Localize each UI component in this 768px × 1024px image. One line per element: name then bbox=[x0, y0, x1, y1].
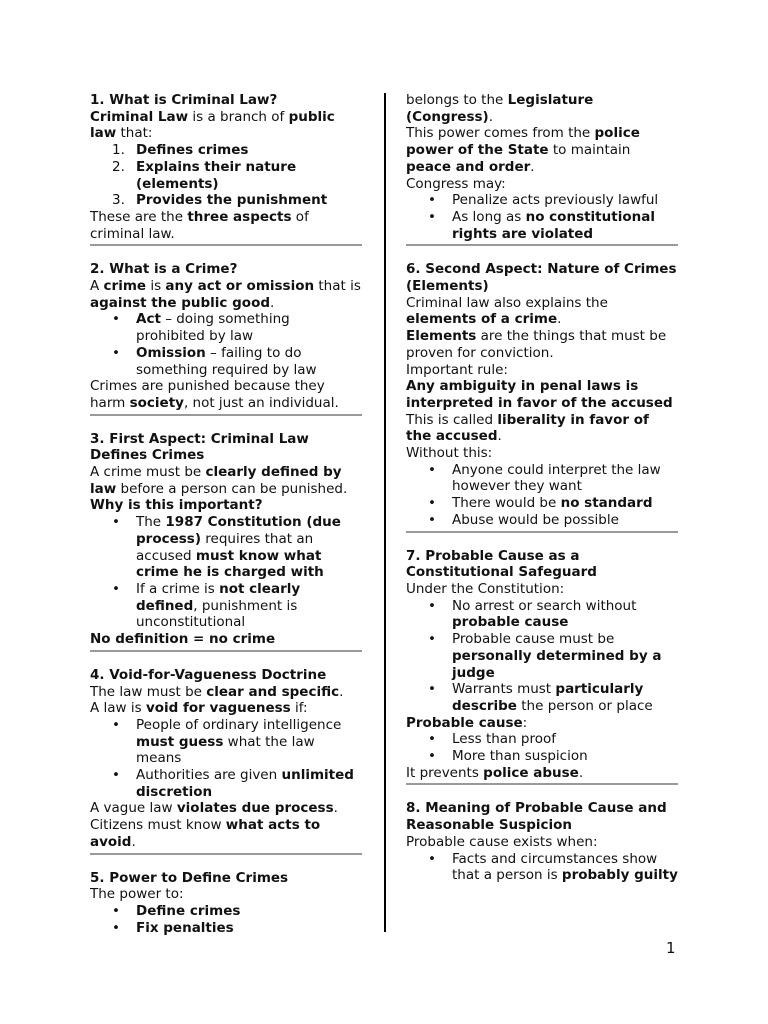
bullet-list bbox=[90, 903, 362, 936]
paragraph bbox=[406, 715, 678, 732]
list-item bbox=[90, 920, 362, 937]
text-run: People of ordinary intelligence bbox=[136, 716, 342, 733]
list-item bbox=[90, 192, 362, 209]
right-column bbox=[406, 92, 678, 884]
bullet-icon: • bbox=[428, 631, 436, 648]
bold-text-run: liberality in favor of the accused bbox=[406, 411, 649, 445]
bullet-icon: • bbox=[428, 192, 436, 209]
bold-text-run: not clearly defined bbox=[136, 580, 301, 614]
paragraph bbox=[406, 445, 678, 462]
paragraph bbox=[90, 378, 362, 411]
bullet-icon: • bbox=[428, 850, 436, 867]
bold-text-run: Probable cause bbox=[406, 714, 523, 731]
bold-text-run: public law bbox=[90, 108, 335, 142]
bold-text-run: particularly describe bbox=[452, 681, 644, 714]
list-number: 2. bbox=[112, 158, 125, 175]
text-run: : bbox=[522, 714, 528, 731]
paragraph bbox=[90, 464, 362, 497]
section bbox=[90, 261, 362, 415]
list-item bbox=[406, 681, 678, 714]
bold-text-run: Define crimes bbox=[136, 902, 241, 919]
section-heading: 7. Probable Cause as a Constitutional Safeguard bbox=[406, 547, 597, 581]
text-run: is bbox=[146, 278, 166, 295]
text-run: that is bbox=[314, 278, 361, 295]
text-run: . bbox=[339, 683, 344, 700]
paragraph bbox=[406, 412, 678, 445]
section-heading: 2. What is a Crime? bbox=[90, 261, 238, 278]
text-run: to maintain bbox=[548, 142, 631, 159]
bold-text-run: must guess bbox=[136, 733, 224, 750]
text-run: . bbox=[270, 294, 275, 311]
bold-text-run: void for vagueness bbox=[145, 700, 291, 717]
bullet-icon: • bbox=[428, 731, 436, 748]
bullet-icon: • bbox=[428, 495, 436, 512]
text-run: Abuse would be possible bbox=[452, 511, 619, 528]
section-divider bbox=[90, 414, 362, 416]
bold-text-run: three aspects bbox=[187, 208, 292, 225]
bold-text-run: no standard bbox=[560, 495, 653, 512]
paragraph bbox=[90, 817, 362, 850]
section-divider bbox=[90, 650, 362, 652]
text-run: before a person can be punished. bbox=[116, 480, 348, 497]
list-item bbox=[90, 903, 362, 920]
paragraph bbox=[406, 834, 678, 851]
bold-text-run: Any ambiguity in penal laws is interpreted in favor of the accused bbox=[406, 378, 673, 411]
bold-text-run: personally determined by a judge bbox=[452, 647, 662, 681]
list-item bbox=[406, 598, 678, 631]
bold-text-run: Criminal Law bbox=[90, 108, 189, 125]
list-item bbox=[90, 311, 362, 344]
paragraph bbox=[90, 278, 362, 311]
paragraph bbox=[90, 209, 362, 242]
paragraph bbox=[90, 684, 362, 701]
bold-text-run: society bbox=[129, 394, 184, 411]
text-run: The bbox=[136, 514, 166, 531]
bold-text-run: 1987 Constitution (due process) bbox=[136, 514, 341, 547]
bold-text-run: Legislature (Congress) bbox=[406, 92, 594, 125]
text-run: – doing something prohibited by law bbox=[136, 311, 290, 345]
text-run: is a branch of bbox=[188, 108, 289, 125]
list-item bbox=[406, 512, 678, 529]
bullet-list bbox=[406, 462, 678, 529]
bullet-icon: • bbox=[428, 748, 436, 765]
paragraph bbox=[406, 176, 678, 193]
bullet-list bbox=[90, 717, 362, 801]
column-divider bbox=[384, 93, 386, 932]
section-divider bbox=[90, 244, 362, 246]
bold-text-run: peace and order bbox=[406, 158, 531, 175]
bold-text-run: Elements bbox=[406, 328, 477, 345]
left-column bbox=[90, 92, 362, 936]
text-run: . bbox=[578, 764, 584, 781]
bold-text-run: police abuse bbox=[483, 764, 579, 781]
bold-text-run: must know what crime he is charged with bbox=[136, 547, 324, 581]
text-run: Anyone could interpret the law however they want bbox=[452, 461, 661, 495]
bullet-list bbox=[90, 514, 362, 631]
text-run: Probable cause must be bbox=[452, 631, 615, 648]
bold-text-run: elements of a crime bbox=[406, 311, 558, 328]
list-number: 1. bbox=[112, 142, 125, 159]
bold-text-run: crime bbox=[103, 278, 147, 295]
paragraph bbox=[406, 295, 678, 328]
text-run: if: bbox=[290, 700, 308, 717]
bold-text-run: probably guilty bbox=[561, 867, 678, 884]
text-run: , not just an individual. bbox=[183, 394, 339, 411]
text-run: requires that an accused bbox=[136, 530, 314, 564]
section bbox=[406, 548, 678, 786]
section-divider bbox=[90, 853, 362, 855]
text-run: Important rule: bbox=[406, 361, 508, 378]
list-number: 3. bbox=[112, 192, 125, 209]
text-run: Warrants must bbox=[452, 681, 556, 698]
text-run: As long as bbox=[452, 208, 526, 225]
bullet-icon: • bbox=[428, 681, 436, 698]
bold-text-run: probable cause bbox=[452, 614, 569, 631]
text-run: that: bbox=[116, 125, 153, 142]
text-run: More than suspicion bbox=[452, 748, 588, 765]
bold-text-run: unlimited discretion bbox=[136, 767, 354, 800]
bullet-icon: • bbox=[112, 902, 120, 919]
list-item bbox=[406, 851, 678, 884]
paragraph bbox=[406, 581, 678, 598]
text-run: Less than proof bbox=[452, 731, 557, 748]
text-run: Citizens must know bbox=[90, 817, 226, 834]
text-run: . bbox=[497, 428, 502, 445]
text-run: A law is bbox=[90, 700, 146, 717]
list-item bbox=[90, 767, 362, 800]
bold-text-run: Act bbox=[136, 311, 161, 328]
bullet-icon: • bbox=[112, 514, 120, 531]
bold-text-run: no constitutional rights are violated bbox=[452, 208, 655, 242]
paragraph bbox=[90, 497, 362, 514]
paragraph bbox=[406, 362, 678, 379]
text-run: This is called bbox=[406, 411, 498, 428]
text-run: Authorities are given bbox=[136, 767, 282, 784]
text-run: Criminal law also explains the bbox=[406, 294, 608, 311]
paragraph bbox=[406, 125, 678, 175]
list-item bbox=[406, 192, 678, 209]
text-run: , punishment is unconstitutional bbox=[136, 597, 298, 631]
text-run: . bbox=[530, 158, 535, 175]
section-heading: 8. Meaning of Probable Cause and Reasonable Suspicion bbox=[406, 800, 667, 834]
text-run: Probable cause exists when: bbox=[406, 833, 598, 850]
bullet-list bbox=[406, 731, 678, 764]
section bbox=[406, 92, 678, 246]
bold-text-run: any act or omission bbox=[165, 278, 315, 295]
list-item bbox=[406, 631, 678, 681]
text-run: Under the Constitution: bbox=[406, 580, 565, 597]
text-run: A vague law bbox=[90, 800, 177, 817]
section bbox=[90, 431, 362, 652]
bold-text-run: Provides the punishment bbox=[136, 192, 328, 209]
list-item bbox=[90, 142, 362, 159]
text-run: Crimes are punished because they harm bbox=[90, 378, 325, 411]
list-item bbox=[90, 159, 362, 192]
list-item bbox=[406, 495, 678, 512]
text-run: of criminal law. bbox=[90, 208, 309, 242]
section-heading: 5. Power to Define Crimes bbox=[90, 869, 289, 886]
text-run: A bbox=[90, 278, 104, 295]
section bbox=[406, 800, 678, 884]
text-run: belongs to the bbox=[406, 92, 508, 108]
section-heading: 3. First Aspect: Criminal Law Defines Crimes bbox=[90, 430, 309, 464]
bold-text-run: Explains their nature (elements) bbox=[136, 158, 297, 192]
section-divider bbox=[406, 531, 678, 533]
section bbox=[406, 261, 678, 532]
bullet-icon: • bbox=[112, 716, 120, 733]
text-run: Without this: bbox=[406, 445, 493, 462]
bold-text-run: violates due process bbox=[176, 800, 334, 817]
text-run: are the things that must be proven for conviction. bbox=[406, 328, 667, 361]
section bbox=[90, 667, 362, 855]
list-item bbox=[90, 514, 362, 581]
bold-text-run: police power of the State bbox=[406, 125, 640, 159]
section-divider bbox=[406, 244, 678, 246]
paragraph bbox=[90, 700, 362, 717]
bold-text-run: Omission bbox=[136, 344, 206, 361]
list-item bbox=[90, 345, 362, 378]
numbered-list bbox=[90, 142, 362, 209]
list-item bbox=[406, 209, 678, 242]
section-heading: 1. What is Criminal Law? bbox=[90, 92, 278, 108]
text-run: No arrest or search without bbox=[452, 597, 637, 614]
list-item bbox=[406, 748, 678, 765]
section bbox=[90, 92, 362, 246]
paragraph bbox=[406, 328, 678, 361]
paragraph bbox=[90, 109, 362, 142]
paragraph bbox=[90, 886, 362, 903]
bullet-icon: • bbox=[112, 919, 120, 936]
bullet-icon: • bbox=[112, 344, 120, 361]
text-run: It prevents bbox=[406, 764, 484, 781]
bold-text-run: Why is this important? bbox=[90, 497, 263, 514]
section-divider bbox=[406, 783, 678, 785]
section-heading: 6. Second Aspect: Nature of Crimes (Elements) bbox=[406, 261, 677, 295]
bullet-list bbox=[406, 598, 678, 715]
text-run: Penalize acts previously lawful bbox=[452, 192, 659, 209]
paragraph bbox=[406, 378, 678, 411]
text-run: . bbox=[333, 800, 338, 817]
bullet-icon: • bbox=[112, 767, 120, 784]
text-run: what the law means bbox=[136, 733, 315, 767]
text-run: A crime must be bbox=[90, 464, 206, 481]
text-run: This power comes from the bbox=[406, 125, 595, 142]
list-item bbox=[90, 581, 362, 631]
text-run: . bbox=[557, 311, 562, 328]
paragraph bbox=[406, 92, 678, 125]
list-item bbox=[406, 462, 678, 495]
bullet-icon: • bbox=[428, 597, 436, 614]
bold-text-run: clearly defined by law bbox=[90, 464, 342, 497]
text-run: The power to: bbox=[90, 886, 184, 903]
bold-text-run: Defines crimes bbox=[136, 142, 249, 159]
text-run: . bbox=[488, 108, 493, 125]
text-run: The law must be bbox=[90, 683, 207, 700]
bold-text-run: against the public good bbox=[90, 294, 271, 311]
list-item bbox=[90, 717, 362, 767]
bullet-icon: • bbox=[428, 461, 436, 478]
bullet-icon: • bbox=[428, 511, 436, 528]
page-number: 1 bbox=[666, 939, 676, 957]
text-run: the person or place bbox=[516, 697, 653, 714]
bullet-icon: • bbox=[112, 580, 120, 597]
text-run: If a crime is bbox=[136, 580, 220, 597]
bullet-list bbox=[406, 192, 678, 242]
bullet-icon: • bbox=[112, 311, 120, 328]
bullet-list bbox=[406, 851, 678, 884]
list-item bbox=[406, 731, 678, 748]
bold-text-run: No definition = no crime bbox=[90, 631, 276, 648]
paragraph bbox=[90, 800, 362, 817]
text-run: There would be bbox=[452, 495, 561, 512]
bold-text-run: clear and specific bbox=[206, 683, 340, 700]
text-run: Congress may: bbox=[406, 175, 506, 192]
bold-text-run: Fix penalties bbox=[136, 919, 234, 936]
text-run: . bbox=[131, 833, 136, 850]
bold-text-run: what acts to avoid bbox=[90, 817, 321, 850]
paragraph bbox=[406, 765, 678, 782]
bullet-icon: • bbox=[428, 208, 436, 225]
text-run: Facts and circumstances show that a person is bbox=[452, 850, 658, 884]
section bbox=[90, 870, 362, 937]
text-run: – failing to do something required by law bbox=[136, 344, 317, 378]
bullet-list bbox=[90, 311, 362, 378]
paragraph bbox=[90, 631, 362, 648]
text-run: These are the bbox=[90, 208, 188, 225]
section-heading: 4. Void-for-Vagueness Doctrine bbox=[90, 666, 327, 683]
